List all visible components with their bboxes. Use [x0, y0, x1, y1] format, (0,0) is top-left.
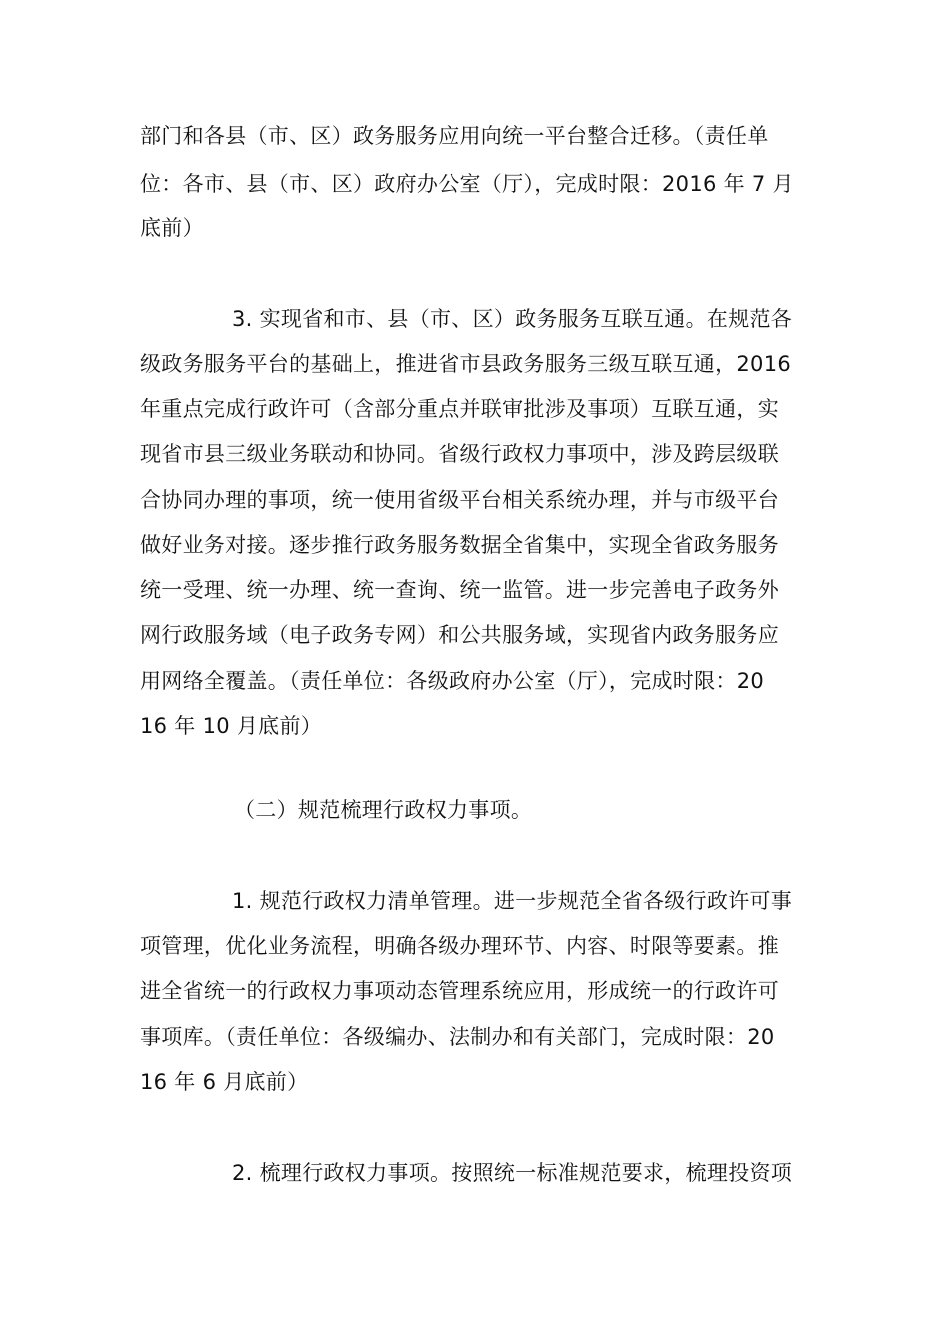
paragraph-3-line-4: 现省市县三级业务联动和协同。省级行政权力事项中，涉及跨层级联	[140, 442, 779, 466]
paragraph-1-line-4: 事项库。（责任单位：各级编办、法制办和有关部门，完成时限：20	[140, 1025, 775, 1049]
paragraph-2-line-1: 2. 梳理行政权力事项。按照统一标准规范要求，梳理投资项	[232, 1161, 793, 1185]
paragraph-3-line-6: 做好业务对接。逐步推行政务服务数据全省集中，实现全省政务服务	[140, 533, 779, 557]
paragraph-3-line-1: 3. 实现省和市、县（市、区）政务服务互联互通。在规范各	[232, 307, 793, 331]
paragraph-3-line-9: 用网络全覆盖。（责任单位：各级政府办公室（厅），完成时限：20	[140, 669, 765, 693]
paragraph-1-line-1: 1. 规范行政权力清单管理。进一步规范全省各级行政许可事	[232, 889, 793, 913]
paragraph-1-line-3: 进全省统一的行政权力事项动态管理系统应用，形成统一的行政许可	[140, 979, 779, 1003]
paragraph-3-line-2: 级政务服务平台的基础上，推进省市县政务服务三级互联互通，2016	[140, 352, 792, 376]
paragraph-1-line-2: 项管理，优化业务流程，明确各级办理环节、内容、时限等要素。推	[140, 934, 779, 958]
paragraph-1-line-5: 16 年 6 月底前）	[140, 1070, 309, 1094]
paragraph-3-line-8: 网行政服务域（电子政务专网）和公共服务域，实现省内政务服务应	[140, 623, 779, 647]
paragraph-intro-line-1: 部门和各县（市、区）政务服务应用向统一平台整合迁移。（责任单	[140, 124, 769, 148]
paragraph-3-line-5: 合协同办理的事项，统一使用省级平台相关系统办理，并与市级平台	[140, 488, 779, 512]
paragraph-intro-line-3: 底前）	[140, 216, 204, 240]
paragraph-3-line-3: 年重点完成行政许可（含部分重点并联审批涉及事项）互联互通，实	[140, 397, 779, 421]
section-heading: （二）规范梳理行政权力事项。	[234, 798, 533, 822]
paragraph-3-line-7: 统一受理、统一办理、统一查询、统一监管。进一步完善电子政务外	[140, 578, 779, 602]
paragraph-3-line-10: 16 年 10 月底前）	[140, 714, 323, 738]
paragraph-intro-line-2: 位：各市、县（市、区）政府办公室（厅），完成时限：2016 年 7 月	[140, 172, 794, 196]
